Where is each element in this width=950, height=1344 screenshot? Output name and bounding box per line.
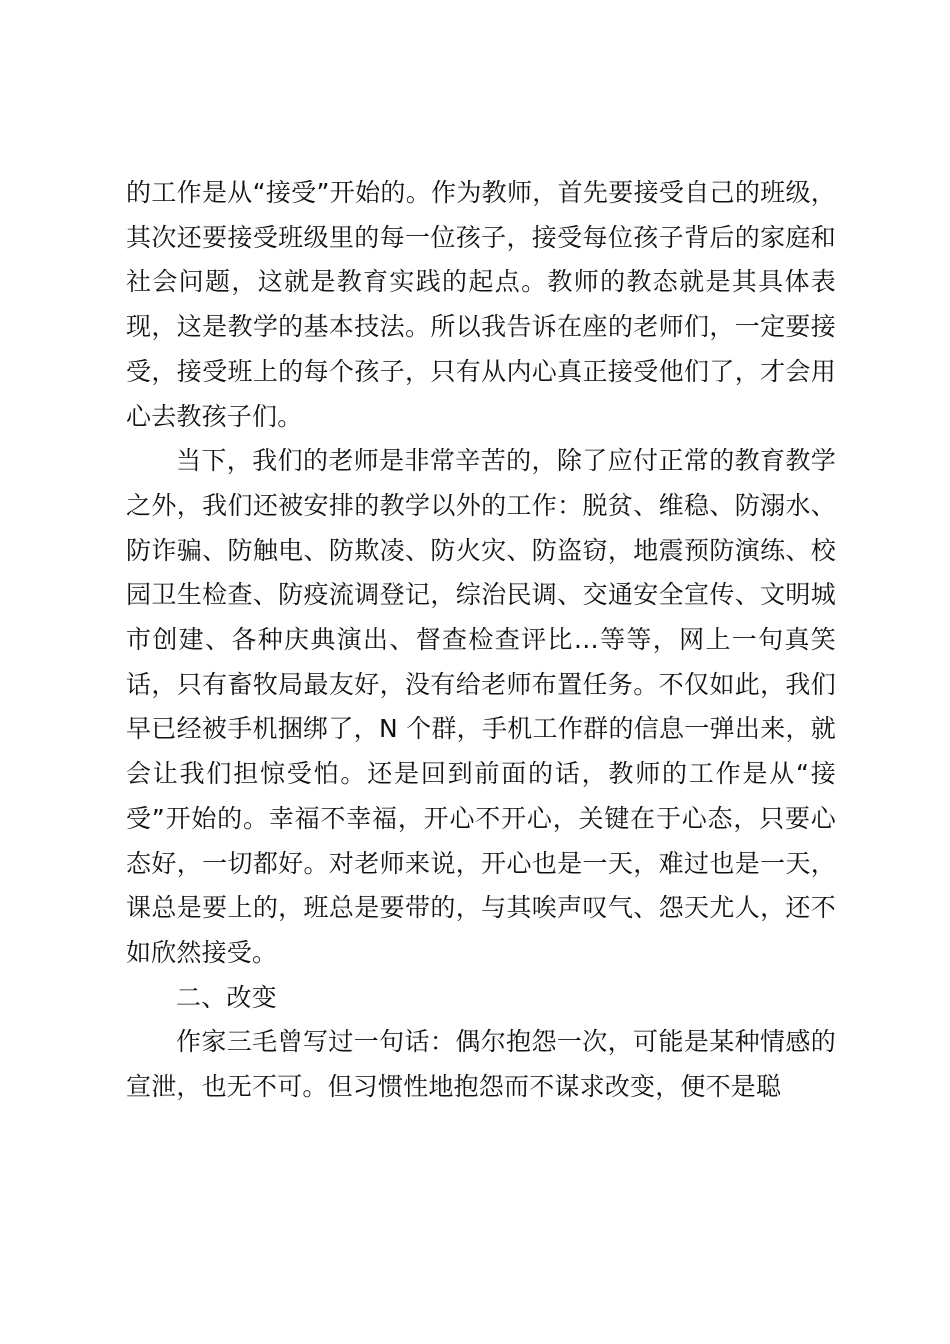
paragraph-sanmao-quote: 作家三毛曾写过一句话：偶尔抱怨一次，可能是某种情感的宣泄，也无不可。但习惯性地抱怨而不谋求改变，便不是聪 bbox=[126, 1027, 836, 1102]
paragraph-continued: 的工作是从“接受”开始的。作为教师，首先要接受自己的班级，其次还要接受班级里的每一位孩子，接受每位孩子背后的家庭和社会问题，这就是教育实践的起点。教师的教态就是其具体表现，这是教学的基本技法。所以我告诉在座的老师们，一定要接受，接受班上的每个孩子，只有从内心真正接受他们了，才会用心去教孩子们。 bbox=[126, 178, 836, 431]
body-text bbox=[126, 171, 836, 1110]
section-heading-change: 二、改变 bbox=[176, 982, 277, 1012]
paragraph-teacher-workload: 当下，我们的老师是非常辛苦的，除了应付正常的教育教学之外，我们还被安排的教学以外的工作：脱贫、维稳、防溺水、防诈骗、防触电、防欺凌、防火灾、防盗窃，地震预防演练、校园卫生检查、防疫流调登记，综治民调、交通安全宣传、文明城市创建、各种庆典演出、督查检查评比…等等，网上一句真笑话，只有畜牧局最友好，没有给老师布置任务。不仅如此，我们早已经被手机捆绑了，N 个群，手机工作群的信息一弹出来，就会让我们担惊受怕。还是回到前面的话，教师的工作是从“接受”开始的。幸福不幸福，开心不开心，关键在于心态，只要心态好，一切都好。对老师来说，开心也是一天，难过也是一天，课总是要上的，班总是要带的，与其唉声叹气、怨天尤人，还不如欣然接受。 bbox=[126, 446, 836, 967]
